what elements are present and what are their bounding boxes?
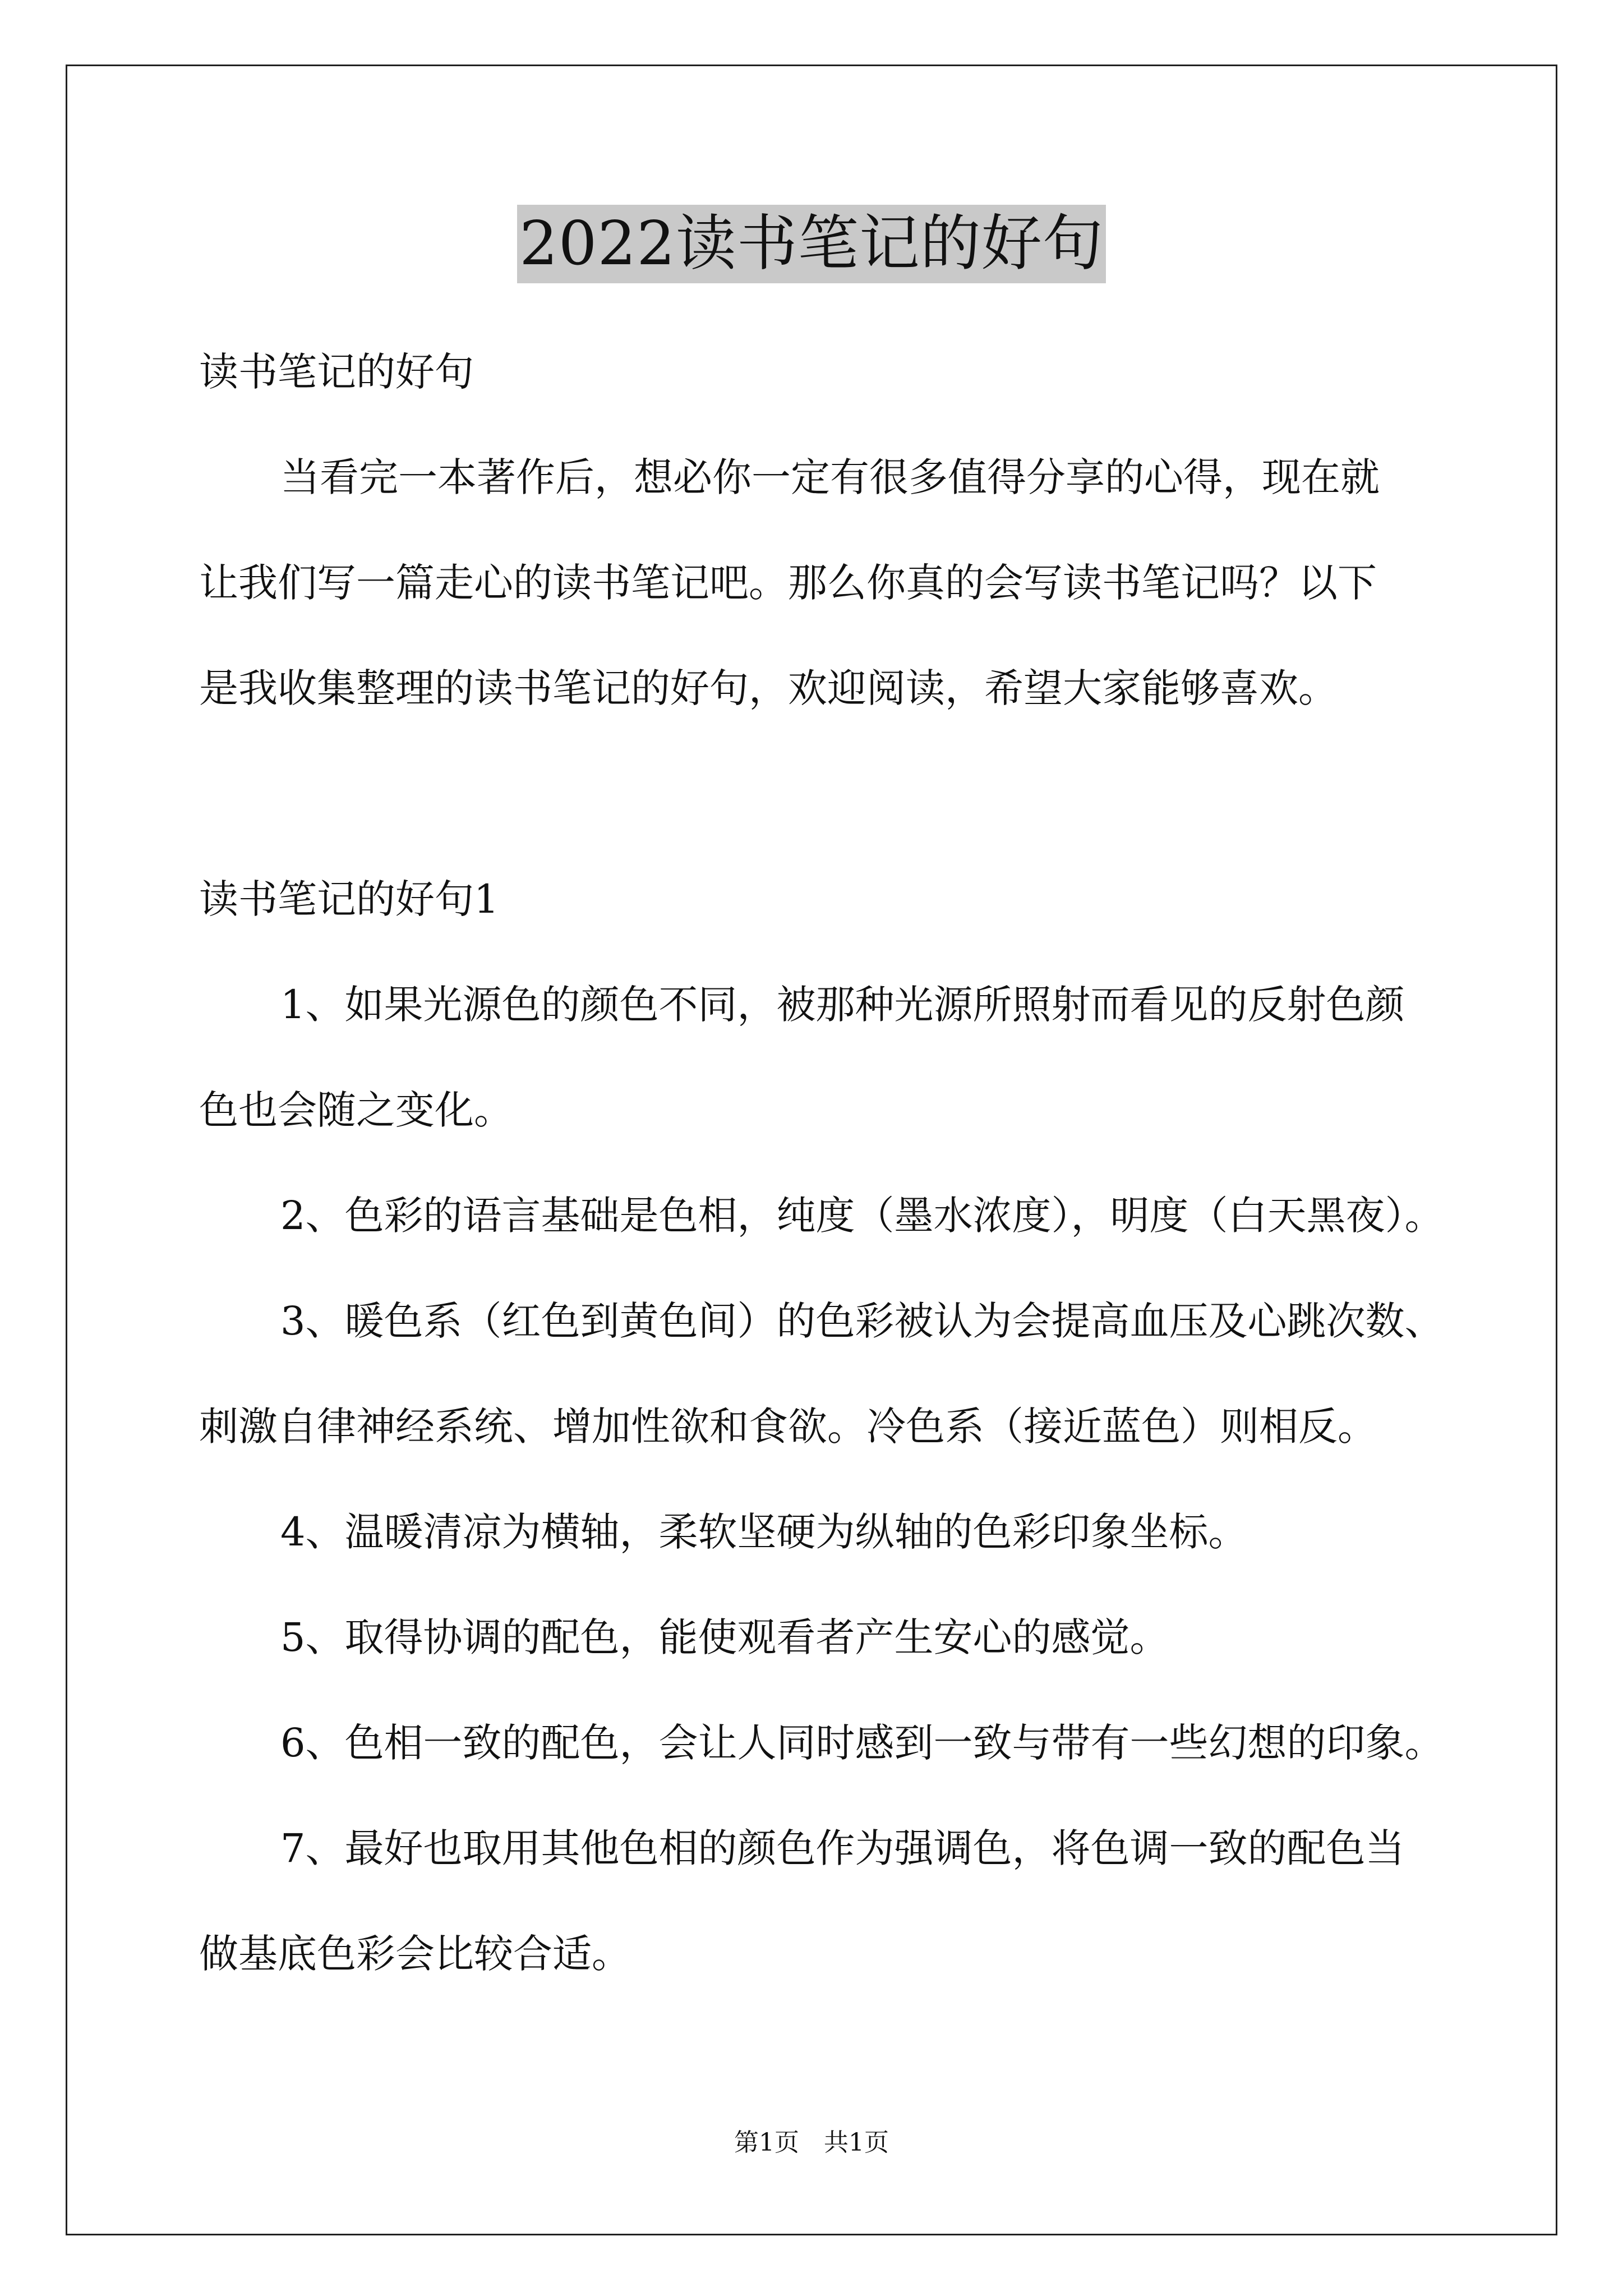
item-1-line-2: 色也会随之变化。 <box>199 1087 513 1133</box>
item-3-line-1: 3、暖色系（红色到黄色间）的色彩被认为会提高血压及心跳次数、 <box>280 1298 1444 1344</box>
item-2-line-1: 2、色彩的语言基础是色相，纯度（墨水浓度），明度（白天黑夜）。 <box>280 1193 1444 1239</box>
document-title: 2022读书笔记的好句 <box>517 205 1106 283</box>
item-7-line-1: 7、最好也取用其他色相的颜色作为强调色，将色调一致的配色当 <box>280 1825 1405 1871</box>
item-6-line-1: 6、色相一致的配色，会让人同时感到一致与带有一些幻想的印象。 <box>280 1720 1444 1766</box>
item-4-line-1: 4、温暖清凉为横轴，柔软坚硬为纵轴的色彩印象坐标。 <box>280 1509 1248 1555</box>
document-body <box>199 345 1483 1981</box>
section-heading: 读书笔记的好句1 <box>199 876 499 922</box>
item-7-line-2: 做基底色彩会比较合适。 <box>199 1931 631 1977</box>
title-container <box>0 205 1623 283</box>
item-3-line-2: 刺激自律神经系统、增加性欲和食欲。冷色系（接近蓝色）则相反。 <box>199 1404 1377 1450</box>
intro-line-2: 让我们写一篇走心的读书笔记吧。那么你真的会写读书笔记吗？以下 <box>199 560 1377 606</box>
subtitle: 读书笔记的好句 <box>199 349 474 395</box>
page-footer: 第1页 共1页 <box>734 2128 889 2157</box>
item-1-line-1: 1、如果光源色的颜色不同，被那种光源所照射而看见的反射色颜 <box>280 982 1405 1028</box>
item-5-line-1: 5、取得协调的配色，能使观看者产生安心的感觉。 <box>280 1614 1169 1660</box>
intro-line-3: 是我收集整理的读书笔记的好句，欢迎阅读，希望大家能够喜欢。 <box>199 665 1338 711</box>
intro-line-1: 当看完一本著作后，想必你一定有很多值得分享的心得，现在就 <box>280 454 1380 500</box>
